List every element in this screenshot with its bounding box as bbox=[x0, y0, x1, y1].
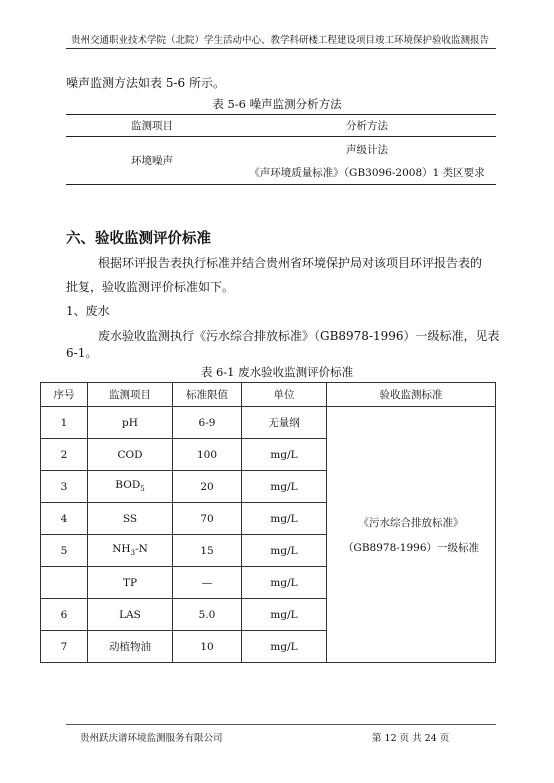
row-no: 1 bbox=[41, 407, 88, 439]
footer-company: 贵州跃庆谱环境监测服务有限公司 bbox=[80, 733, 223, 744]
row-limit: 15 bbox=[173, 535, 242, 567]
row-limit: 5.0 bbox=[173, 599, 242, 631]
page-header: 贵州交通职业技术学院（北院）学生活动中心、教学科研楼工程建设项目竣工环境保护验收监测报告 bbox=[70, 35, 489, 46]
row-unit: mg/L bbox=[242, 599, 327, 631]
row-item: TP bbox=[88, 567, 173, 599]
table-5-6-caption: 表 5-6 噪声监测分析方法 bbox=[212, 97, 342, 111]
intro-text: 噪声监测方法如表 5-6 所示。 bbox=[66, 76, 225, 90]
para2-line2: 6-1。 bbox=[66, 346, 98, 360]
table-header-cell: 验收监测标准 bbox=[327, 383, 496, 407]
item-subscript: 5 bbox=[140, 485, 145, 494]
subsection-wastewater: 1、废水 bbox=[66, 304, 110, 318]
row-item: LAS bbox=[88, 599, 173, 631]
row-unit: mg/L bbox=[242, 535, 327, 567]
row-unit: 无量纲 bbox=[242, 407, 327, 439]
table-header-cell: 分析方法 bbox=[238, 115, 496, 137]
para1-line1: 根据环评报告表执行标准并结合贵州省环境保护局对该项目环评报告表的 bbox=[98, 256, 483, 270]
para2-line1: 废水验收监测执行《污水综合排放标准》（GB8978-1996）一级标准，见表 bbox=[98, 329, 500, 343]
row-limit: 6-9 bbox=[173, 407, 242, 439]
row-limit: 70 bbox=[173, 503, 242, 535]
table-row bbox=[66, 137, 496, 185]
table-header-cell: 序号 bbox=[41, 383, 88, 407]
item-base: BOD bbox=[115, 479, 141, 492]
row-unit: mg/L bbox=[242, 567, 327, 599]
row-unit: mg/L bbox=[242, 503, 327, 535]
row-limit: 20 bbox=[173, 471, 242, 503]
row-unit: mg/L bbox=[242, 631, 327, 663]
row-item bbox=[88, 471, 173, 503]
row-limit: 10 bbox=[173, 631, 242, 663]
table-5-6 bbox=[66, 114, 496, 185]
row-item: pH bbox=[88, 407, 173, 439]
row-no: 3 bbox=[41, 471, 88, 503]
table-6-1-header-row bbox=[41, 383, 496, 407]
row-item: COD bbox=[88, 439, 173, 471]
row-unit: mg/L bbox=[242, 471, 327, 503]
table-5-6-header-row bbox=[66, 115, 496, 137]
footer-page-number: 第 12 页 共 24 页 bbox=[372, 733, 450, 744]
row-limit: — bbox=[173, 567, 242, 599]
table-6-1-caption: 表 6-1 废水验收监测评价标准 bbox=[200, 365, 354, 379]
method-line1: 声级计法 bbox=[346, 143, 388, 156]
table-header-cell: 标准限值 bbox=[173, 383, 242, 407]
row-no: 7 bbox=[41, 631, 88, 663]
table-header-cell: 监测项目 bbox=[88, 383, 173, 407]
item-tail: -N bbox=[135, 543, 148, 556]
standard-cell bbox=[327, 407, 496, 663]
footer-rule bbox=[66, 724, 496, 725]
noise-item: 环境噪声 bbox=[66, 137, 238, 185]
row-item bbox=[88, 535, 173, 567]
item-base: NH bbox=[112, 543, 131, 556]
row-limit: 100 bbox=[173, 439, 242, 471]
row-item: SS bbox=[88, 503, 173, 535]
row-unit: mg/L bbox=[242, 439, 327, 471]
row-item: 动植物油 bbox=[88, 631, 173, 663]
noise-method bbox=[238, 137, 496, 185]
item-subscript: 3 bbox=[130, 549, 136, 558]
table-header-cell: 监测项目 bbox=[66, 115, 238, 137]
method-line2: 《声环境质量标准》（GB3096-2008）1 类区要求 bbox=[249, 166, 485, 179]
header-rule bbox=[66, 48, 496, 49]
row-no: 6 bbox=[41, 599, 88, 631]
section-6-title: 六、验收监测评价标准 bbox=[66, 230, 211, 247]
row-no: 4 bbox=[41, 503, 88, 535]
table-6-1 bbox=[40, 382, 496, 663]
para1-line2: 批复，验收监测评价标准如下。 bbox=[66, 280, 235, 294]
row-no bbox=[41, 567, 88, 599]
standard-line2: （GB8978-1996）一级标准 bbox=[342, 541, 480, 554]
row-no: 2 bbox=[41, 439, 88, 471]
standard-line1: 《污水综合排放标准》 bbox=[358, 516, 464, 529]
row-no: 5 bbox=[41, 535, 88, 567]
table-header-cell: 单位 bbox=[242, 383, 327, 407]
table-row bbox=[41, 407, 496, 439]
